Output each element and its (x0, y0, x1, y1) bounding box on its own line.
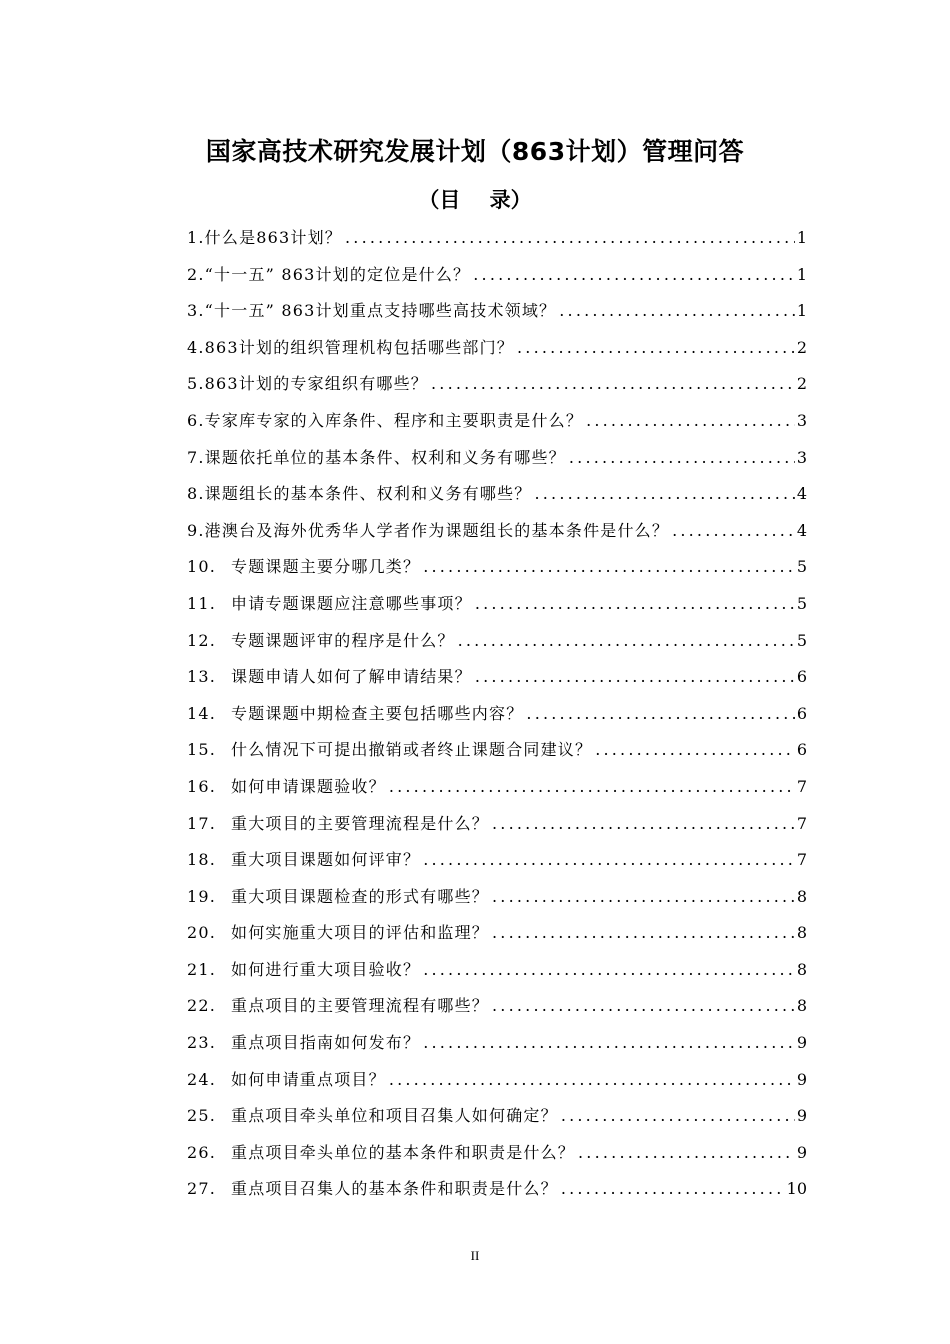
toc-entry[interactable] (187, 842, 807, 879)
toc-entry-page: 7 (796, 850, 807, 870)
toc-entry-title: 重点项目牵头单位的基本条件和职责是什么？ (231, 1142, 576, 1162)
toc-entry[interactable] (187, 330, 807, 367)
toc-entry[interactable] (187, 257, 807, 294)
toc-entry[interactable] (187, 1062, 807, 1099)
toc-entry[interactable] (187, 915, 807, 952)
toc-entry-page: 10 (786, 1179, 807, 1199)
toc-entry[interactable] (187, 623, 807, 660)
toc-entry-title: 863计划的组织管理机构包括哪些部门？ (204, 337, 515, 357)
toc-entry-number: 7. (187, 447, 205, 467)
toc-entry-number: 17. (187, 813, 217, 833)
toc-entry[interactable] (187, 988, 807, 1025)
toc-entry[interactable] (187, 366, 807, 403)
toc-entry-title: 重大项目课题检查的形式有哪些？ (231, 886, 490, 906)
toc-entry-number: 8. (187, 484, 205, 504)
toc-leader-dots (342, 220, 795, 257)
toc-entry[interactable] (187, 769, 807, 806)
toc-entry-title: 如何实施重大项目的评估和监理？ (231, 923, 490, 943)
toc-entry[interactable] (187, 1098, 807, 1135)
toc-entry-page: 4 (796, 520, 807, 540)
toc-entry-number: 24. (187, 1069, 217, 1089)
toc-entry-number: 1. (187, 228, 205, 247)
toc-entry-title: 专题课题中期检查主要包括哪些内容？ (231, 703, 524, 723)
toc-entry-title: 重点项目指南如何发布？ (231, 1033, 421, 1053)
toc-leader-dots (575, 1135, 795, 1172)
toc-entry-number: 22. (187, 996, 217, 1016)
toc-entry-page: 1 (796, 228, 807, 247)
toc-entry-page: 2 (796, 337, 807, 357)
toc-entry-number: 4. (187, 337, 205, 357)
toc-entry[interactable] (187, 586, 807, 623)
toc-entry-page: 1 (796, 264, 807, 284)
toc-entry-title: “十一五” 863计划的定位是什么？ (204, 264, 471, 284)
toc-entry-number: 13. (187, 667, 217, 687)
toc-leader-dots (472, 586, 795, 623)
toc-entry-number: 20. (187, 923, 217, 943)
toc-entry-title: “十一五” 863计划重点支持哪些高技术领域？ (204, 301, 557, 321)
toc-entry-number: 12. (187, 630, 217, 650)
toc-entry-number: 5. (187, 374, 205, 394)
toc-entry-number: 14. (187, 703, 217, 723)
toc-entry-page: 5 (796, 630, 807, 650)
toc-entry[interactable] (187, 806, 807, 843)
toc-entry-title: 课题依托单位的基本条件、权利和义务有哪些？ (204, 447, 566, 467)
toc-entry[interactable] (187, 1171, 807, 1208)
toc-entry[interactable] (187, 513, 807, 550)
toc-entry-number: 27. (187, 1179, 217, 1199)
toc-entry-page: 8 (796, 923, 807, 943)
toc-entry[interactable] (187, 659, 807, 696)
page-number: II (470, 1248, 480, 1263)
toc-entry-title: 重点项目的主要管理流程有哪些？ (231, 996, 490, 1016)
toc-leader-dots (583, 403, 795, 440)
toc-leader-dots (420, 952, 795, 989)
toc-leader-dots (489, 915, 795, 952)
toc-entry-number: 9. (187, 520, 205, 540)
toc-entry-page: 1 (796, 301, 807, 321)
toc-entry-number: 10. (187, 557, 217, 577)
toc-entry-number: 3. (187, 301, 205, 321)
toc-entry-page: 2 (796, 374, 807, 394)
toc-leader-dots (420, 549, 795, 586)
toc-entry-title: 如何申请课题验收？ (231, 776, 386, 796)
toc-entry-title: 什么是863计划？ (204, 228, 343, 247)
toc-entry-page: 6 (796, 703, 807, 723)
toc-entry-page: 9 (796, 1142, 807, 1162)
toc-entry-page: 6 (796, 667, 807, 687)
table-of-contents (187, 220, 807, 1208)
toc-entry[interactable] (187, 293, 807, 330)
toc-entry-title: 课题组长的基本条件、权利和义务有哪些？ (204, 484, 532, 504)
toc-entry[interactable] (187, 220, 807, 257)
toc-entry-title: 重大项目课题如何评审？ (231, 850, 421, 870)
toc-entry[interactable] (187, 879, 807, 916)
toc-leader-dots (470, 257, 795, 294)
toc-entry-title: 专家库专家的入库条件、程序和主要职责是什么？ (204, 410, 584, 430)
toc-entry-page: 9 (796, 1069, 807, 1089)
toc-entry-number: 26. (187, 1142, 217, 1162)
toc-entry-page: 7 (796, 776, 807, 796)
toc-entry-page: 8 (796, 886, 807, 906)
toc-entry[interactable] (187, 403, 807, 440)
toc-entry-page: 3 (796, 447, 807, 467)
toc-heading: （目 录） (418, 188, 532, 212)
toc-leader-dots (472, 659, 795, 696)
toc-entry-title: 港澳台及海外优秀华人学者作为课题组长的基本条件是什么？ (204, 520, 670, 540)
toc-leader-dots (523, 696, 794, 733)
toc-entry-page: 5 (796, 593, 807, 613)
toc-entry-page: 8 (796, 996, 807, 1016)
toc-entry-number: 18. (187, 850, 217, 870)
document-title: 国家高技术研究发展计划（863计划）管理问答 (205, 137, 745, 166)
toc-entry-title: 如何进行重大项目验收？ (231, 959, 421, 979)
toc-leader-dots (566, 440, 795, 477)
toc-entry[interactable] (187, 1025, 807, 1062)
toc-leader-dots (420, 842, 795, 879)
toc-entry-number: 16. (187, 776, 217, 796)
toc-entry-page: 3 (796, 410, 807, 430)
toc-leader-dots (556, 293, 795, 330)
toc-entry-page: 4 (796, 484, 807, 504)
toc-entry[interactable] (187, 549, 807, 586)
toc-entry[interactable] (187, 1135, 807, 1172)
toc-leader-dots (669, 513, 795, 550)
toc-entry[interactable] (187, 732, 807, 769)
toc-entry[interactable] (187, 952, 807, 989)
toc-leader-dots (514, 330, 795, 367)
toc-leader-dots (428, 366, 795, 403)
toc-leader-dots (592, 732, 795, 769)
toc-entry-number: 23. (187, 1033, 217, 1053)
toc-entry-title: 如何申请重点项目？ (231, 1069, 386, 1089)
toc-entry[interactable] (187, 696, 807, 733)
toc-entry-page: 6 (796, 740, 807, 760)
toc-entry-title: 重大项目的主要管理流程是什么？ (231, 813, 490, 833)
toc-entry-title: 申请专题课题应注意哪些事项？ (231, 593, 472, 613)
toc-entry-page: 9 (796, 1033, 807, 1053)
toc-entry-number: 21. (187, 959, 217, 979)
toc-entry-number: 2. (187, 264, 205, 284)
toc-entry-page: 8 (796, 959, 807, 979)
toc-entry-title: 专题课题主要分哪几类？ (231, 557, 421, 577)
toc-leader-dots (531, 476, 794, 513)
toc-entry-page: 9 (796, 1106, 807, 1126)
toc-entry-title: 重点项目召集人的基本条件和职责是什么？ (231, 1179, 558, 1199)
toc-entry-title: 重点项目牵头单位和项目召集人如何确定？ (231, 1106, 558, 1126)
toc-entry-title: 什么情况下可提出撤销或者终止课题合同建议？ (231, 740, 593, 760)
toc-entry-page: 7 (796, 813, 807, 833)
toc-leader-dots (489, 806, 795, 843)
toc-leader-dots (558, 1098, 795, 1135)
toc-entry-number: 19. (187, 886, 217, 906)
toc-entry-number: 11. (187, 593, 217, 613)
toc-entry-number: 6. (187, 410, 205, 430)
toc-leader-dots (386, 769, 795, 806)
toc-leader-dots (489, 988, 795, 1025)
toc-leader-dots (558, 1171, 785, 1208)
toc-entry[interactable] (187, 440, 807, 477)
toc-leader-dots (489, 879, 795, 916)
toc-entry-title: 863计划的专家组织有哪些？ (204, 374, 429, 394)
toc-entry[interactable] (187, 476, 807, 513)
toc-entry-number: 15. (187, 740, 217, 760)
toc-leader-dots (386, 1062, 795, 1099)
toc-leader-dots (455, 623, 795, 660)
toc-entry-page: 5 (796, 557, 807, 577)
toc-entry-number: 25. (187, 1106, 217, 1126)
toc-entry-title: 专题课题评审的程序是什么？ (231, 630, 455, 650)
toc-entry-title: 课题申请人如何了解申请结果？ (231, 667, 472, 687)
toc-leader-dots (420, 1025, 795, 1062)
